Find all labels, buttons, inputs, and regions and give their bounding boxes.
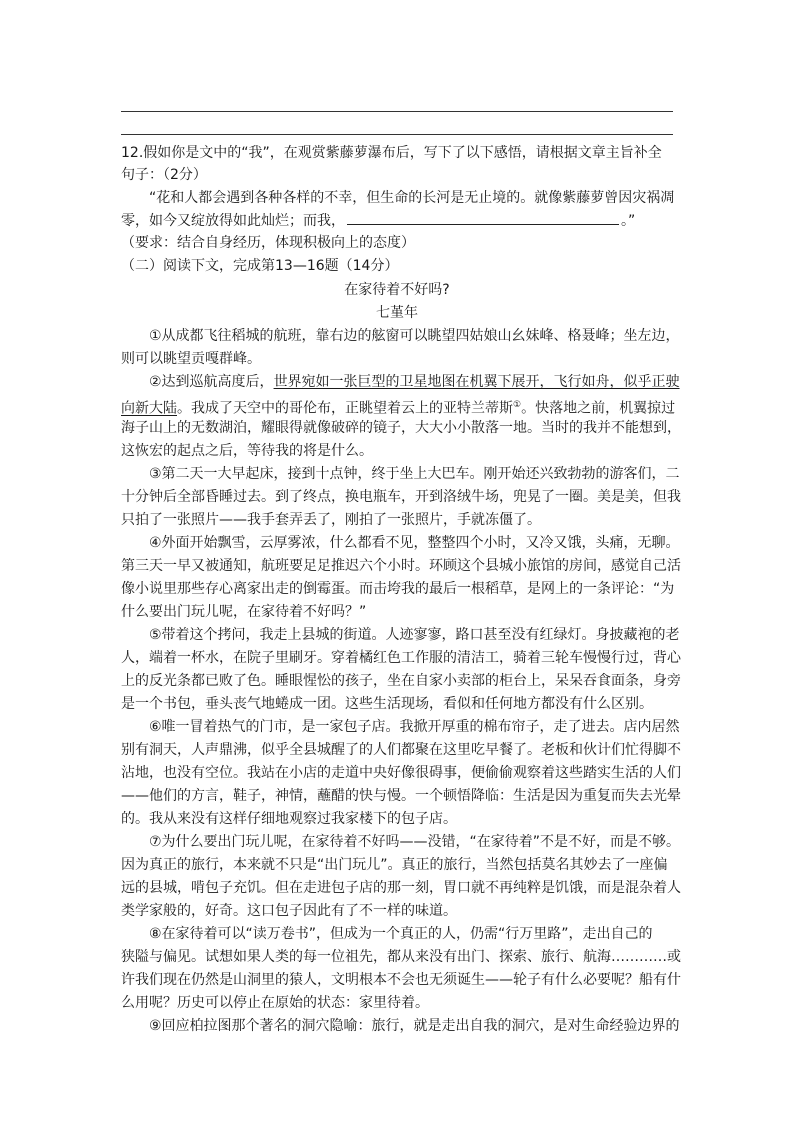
question-12-requirement: （要求：结合自身经历，体现积极向上的态度） — [121, 235, 415, 251]
p2-underlined-a: 世界宛如一张巨型的卫星地图在机翼下展开，飞行如舟，似乎正驶 — [273, 374, 680, 390]
footnote-marker: ① — [513, 400, 522, 410]
paragraph-6-line-5: 的。我从来没有这样仔细地观察过我家楼下的包子店。 — [121, 811, 457, 827]
paragraph-9-line-1: ⑨回应柏拉图那个著名的洞穴隐喻：旅行，就是走出自我的洞穴，是对生命经验边界的 — [149, 1018, 680, 1034]
paragraph-8-line-1: ⑧在家待着可以“读万卷书”，但成为一个真正的人，仍需“行万里路”，走出自己的 — [149, 926, 653, 942]
question-12-quote-1: “花和人都会遇到各种各样的不幸，但生命的长河是无止境的。就像紫藤萝曾因灾祸凋 — [149, 190, 675, 206]
paragraph-7-line-2: 因为真正的旅行，本来就不只是“出门玩儿”。真正的旅行，当然包括莫名其妙去了一座偏 — [121, 857, 668, 873]
paragraph-8-line-4: 么用呢？历史可以停止在原始的状态：家里待着。 — [121, 995, 429, 1011]
quote-before-blank: 零，如今又绽放得如此灿烂；而我， — [121, 213, 345, 229]
paragraph-8-line-2: 狭隘与偏见。试想如果人类的每一位祖先，都从来没有出门、探索、旅行、航海…………或 — [121, 949, 681, 965]
paragraph-7-line-4: 类学家般的，好奇。这口包子因此有了不一样的味道。 — [121, 903, 457, 919]
paragraph-6-line-4: ——他们的方言，鞋子，神情，蘸醋的快与慢。一个顿悟降临：生活是因为重复而失去光晕 — [121, 788, 681, 804]
paragraph-5-line-4: 是一个书包，垂头丧气地蜷成一团。这些生活现场，看似和任何地方都没有什么区别。 — [121, 696, 653, 712]
p2-text-b: 。我成了天空中的哥伦布，正眺望着云上的亚特兰蒂斯 — [177, 400, 513, 417]
paragraph-3-line-1: ③第二天一大早起床，接到十点钟，终于坐上大巴车。刚开始还兴致勃勃的游客们，二 — [149, 466, 680, 482]
paragraph-8-line-3: 许我们现在仍然是山洞里的猿人，文明根本不会也无须诞生——轮子有什么必要呢？船有什 — [121, 972, 681, 988]
answer-line-2 — [121, 134, 673, 135]
paragraph-2-line-4: 这恢宏的起点之后，等待我的将是什么。 — [121, 443, 373, 459]
paragraph-7-line-3: 远的县城，啃包子充饥。但在走进包子店的那一刻，胃口就不再纯粹是饥饿，而是混杂着人 — [121, 880, 681, 896]
paragraph-2-line-3: 海子山上的无数湖泊，耀眼得就像破碎的镜子，大大小小散落一地。当时的我并不能想到， — [121, 420, 681, 436]
quote-after-blank: 。” — [621, 213, 636, 229]
paragraph-4-line-1: ④外面开始飘雪，云厚雾浓，什么都看不见，整整四个小时，又冷又饿，头痛，无聊。 — [149, 535, 680, 551]
paragraph-3-line-3: 只拍了一张照片——我手套弄丢了，刚拍了一张照片，手就冻僵了。 — [121, 512, 541, 528]
paragraph-7-line-1: ⑦为什么要出门玩儿呢，在家待着不好吗——没错，“在家待着”不是不好，而是不够。 — [149, 834, 681, 850]
answer-blank[interactable] — [347, 211, 619, 225]
p2-text-c: 。快落地之前，机翼掠过 — [521, 400, 676, 417]
paragraph-5-line-3: 上的反光条都已败了色。睡眼惺忪的孩子，坐在自家小卖部的柜台上，呆呆吞食面条，身旁 — [121, 673, 681, 689]
paragraph-6-line-3: 沾地，也没有空位。我站在小店的走道中央好像很碍事，便偷偷观察着这些踏实生活的人们 — [121, 765, 681, 781]
paragraph-6-line-1: ⑥唯一冒着热气的门市，是一家包子店。我掀开厚重的棉布帘子，走了进去。店内居然 — [149, 719, 680, 735]
section-2-heading: （二）阅读下文，完成第13—16题（14分） — [121, 258, 399, 274]
p2-text-a: ②达到巡航高度后， — [149, 374, 274, 390]
article-author: 七堇年 — [376, 305, 418, 321]
paragraph-5-line-2: 人，端着一杯水，在院子里刷牙。穿着橘红色工作服的清洁工，骑着三轮车慢慢行过，背心 — [121, 650, 681, 666]
paragraph-4-line-3: 像小说里那些存心离家出走的倒霉蛋。而击垮我的最后一根稻草，是网上的一条评论：“为 — [121, 581, 675, 597]
question-12-score: 句子：（2分） — [121, 167, 207, 183]
article-title: 在家待着不好吗? — [344, 282, 450, 298]
question-12-text: 12.假如你是文中的“我”，在观赏紫藤萝瀑布后，写下了以下感悟，请根据文章主旨补全 — [121, 145, 662, 161]
answer-line-1 — [121, 111, 673, 112]
paragraph-4-line-4: 什么要出门玩儿呢，在家待着不好吗？” — [121, 604, 367, 620]
paragraph-4-line-2: 第三天一早又被通知，航班要足足推迟六个小时。环顾这个县城小旅馆的房间，感觉自己活 — [121, 558, 681, 574]
paragraph-2-line-2 — [121, 395, 677, 417]
paragraph-1-line-2: 则可以眺望贡嘎群峰。 — [121, 351, 261, 367]
paragraph-5-line-1: ⑤带着这个拷问，我走上县城的街道。人迹寥寥，路口甚至没有红绿灯。身披藏袍的老 — [149, 627, 680, 643]
paragraph-2-line-1 — [149, 372, 680, 394]
paragraph-1-line-1: ①从成都飞往稻城的航班，靠右边的舷窗可以眺望四姑娘山幺妹峰、格聂峰；坐左边， — [149, 328, 680, 344]
paragraph-6-line-2: 别有洞天，人声鼎沸，似乎全县城醒了的人们都聚在这里吃早餐了。老板和伙计们忙得脚不 — [121, 742, 681, 758]
question-12-quote-2 — [121, 211, 677, 233]
paragraph-3-line-2: 十分钟后全部昏睡过去。到了终点，换电瓶车，开到洛绒牛场，兜晃了一圈。美是美，但我 — [121, 489, 681, 505]
p2-underlined-b: 向新大陆 — [121, 400, 177, 417]
